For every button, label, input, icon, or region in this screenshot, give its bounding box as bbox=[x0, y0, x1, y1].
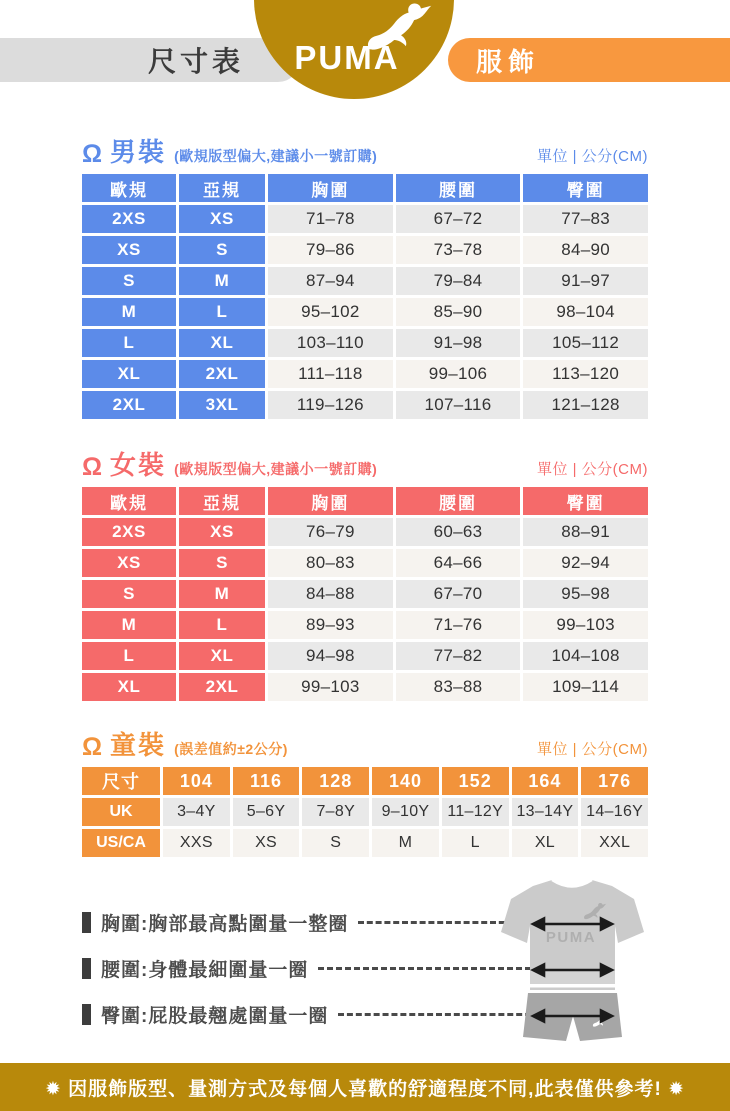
section-kids bbox=[82, 725, 648, 857]
table-value-cell: 79–84 bbox=[396, 267, 521, 295]
table-value-cell: 85–90 bbox=[396, 298, 521, 326]
outfit-measurement-illustration bbox=[497, 874, 657, 1050]
table-size-label-cell: M bbox=[179, 580, 265, 608]
size-chart-title: 尺寸表 bbox=[147, 46, 244, 77]
table-header-cell: 128 bbox=[302, 767, 369, 795]
table-header-cell: 胸圍 bbox=[268, 174, 393, 202]
table-size-label-cell: 2XS bbox=[82, 518, 176, 546]
table-value-cell: 64–66 bbox=[396, 549, 521, 577]
kids-size-table bbox=[82, 767, 648, 857]
puma-keyhole-icon: Ω bbox=[82, 140, 103, 168]
puma-keyhole-icon: Ω bbox=[82, 453, 103, 481]
table-value-cell: 67–72 bbox=[396, 205, 521, 233]
section-kids-title: 童裝 bbox=[110, 730, 167, 760]
table-value-cell: 109–114 bbox=[523, 673, 648, 701]
apparel-label: 服飾 bbox=[476, 46, 541, 77]
section-women-unit: 單位 | 公分(CM) bbox=[536, 461, 648, 478]
measurement-legend bbox=[82, 907, 540, 1029]
table-size-label-cell: L bbox=[82, 642, 176, 670]
section-men-unit: 單位 | 公分(CM) bbox=[536, 148, 648, 165]
header-right-tab bbox=[448, 38, 730, 82]
puma-keyhole-icon: Ω bbox=[82, 733, 103, 761]
table-size-label-cell: 2XS bbox=[82, 205, 176, 233]
table-size-label-cell: 2XL bbox=[82, 391, 176, 419]
legend-row-chest bbox=[82, 907, 540, 937]
table-value-cell: 77–83 bbox=[523, 205, 648, 233]
table-size-label-cell: XS bbox=[179, 518, 265, 546]
legend-hip-text: 臀圍:屁股最翹處圍量一圈 bbox=[101, 1005, 329, 1027]
table-size-label-cell: XL bbox=[82, 673, 176, 701]
table-header-cell: 104 bbox=[163, 767, 230, 795]
table-value-cell: 84–90 bbox=[523, 236, 648, 264]
table-value-cell: 91–98 bbox=[396, 329, 521, 357]
table-value-cell: 99–106 bbox=[396, 360, 521, 388]
table-value-cell: 3–4Y bbox=[163, 798, 230, 826]
table-value-cell: 98–104 bbox=[523, 298, 648, 326]
table-value-cell: 88–91 bbox=[523, 518, 648, 546]
section-women bbox=[82, 445, 648, 701]
men-size-table bbox=[82, 174, 648, 419]
table-value-cell: 13–14Y bbox=[512, 798, 579, 826]
section-men-heading bbox=[82, 132, 648, 168]
table-value-cell: 73–78 bbox=[396, 236, 521, 264]
section-women-title: 女裝 bbox=[110, 450, 167, 480]
puma-logo-badge bbox=[254, 0, 454, 99]
table-header-cell: 歐規 bbox=[82, 487, 176, 515]
table-value-cell: 80–83 bbox=[268, 549, 393, 577]
table-size-label-cell: US/CA bbox=[82, 829, 160, 857]
table-value-cell: 121–128 bbox=[523, 391, 648, 419]
table-value-cell: 14–16Y bbox=[581, 798, 648, 826]
table-size-label-cell: M bbox=[82, 611, 176, 639]
table-header-cell: 腰圍 bbox=[396, 487, 521, 515]
table-value-cell: 71–78 bbox=[268, 205, 393, 233]
table-header-cell: 腰圍 bbox=[396, 174, 521, 202]
table-value-cell: XXS bbox=[163, 829, 230, 857]
table-size-label-cell: M bbox=[82, 298, 176, 326]
header bbox=[0, 0, 730, 108]
table-size-label-cell: XS bbox=[82, 236, 176, 264]
table-value-cell: 77–82 bbox=[396, 642, 521, 670]
table-value-cell: 71–76 bbox=[396, 611, 521, 639]
table-value-cell: 7–8Y bbox=[302, 798, 369, 826]
table-size-label-cell: L bbox=[179, 298, 265, 326]
legend-row-waist bbox=[82, 953, 540, 983]
table-value-cell: 94–98 bbox=[268, 642, 393, 670]
legend-row-hip bbox=[82, 999, 540, 1029]
table-value-cell: 79–86 bbox=[268, 236, 393, 264]
table-size-label-cell: L bbox=[82, 329, 176, 357]
table-value-cell: 99–103 bbox=[523, 611, 648, 639]
table-value-cell: XL bbox=[512, 829, 579, 857]
section-kids-subtitle: (誤差值約±2公分) bbox=[174, 741, 288, 757]
table-value-cell: 91–97 bbox=[523, 267, 648, 295]
table-header-cell: 亞規 bbox=[179, 174, 265, 202]
table-value-cell: L bbox=[442, 829, 509, 857]
shirt-wordmark: PUMA bbox=[545, 929, 597, 946]
table-header-cell: 亞規 bbox=[179, 487, 265, 515]
table-value-cell: 89–93 bbox=[268, 611, 393, 639]
table-value-cell: 99–103 bbox=[268, 673, 393, 701]
legend-bar-icon bbox=[82, 1004, 91, 1025]
legend-bar-icon bbox=[82, 912, 91, 933]
table-header-cell: 臀圍 bbox=[523, 174, 648, 202]
table-header-cell: 胸圍 bbox=[268, 487, 393, 515]
table-size-label-cell: 3XL bbox=[179, 391, 265, 419]
table-size-label-cell: S bbox=[82, 580, 176, 608]
table-value-cell: M bbox=[372, 829, 439, 857]
table-value-cell: S bbox=[302, 829, 369, 857]
footer-note-text: ✹ 因服飾版型、量測方式及每個人喜歡的舒適程度不同,此表僅供參考! ✹ bbox=[44, 1078, 685, 1100]
section-women-heading bbox=[82, 445, 648, 481]
table-value-cell: 76–79 bbox=[268, 518, 393, 546]
table-size-label-cell: S bbox=[179, 549, 265, 577]
table-size-label-cell: XL bbox=[82, 360, 176, 388]
table-value-cell: 95–102 bbox=[268, 298, 393, 326]
table-value-cell: 84–88 bbox=[268, 580, 393, 608]
table-value-cell: 111–118 bbox=[268, 360, 393, 388]
table-value-cell: 104–108 bbox=[523, 642, 648, 670]
table-value-cell: 107–116 bbox=[396, 391, 521, 419]
table-size-label-cell: S bbox=[179, 236, 265, 264]
legend-bar-icon bbox=[82, 958, 91, 979]
legend-waist-text: 腰圍:身體最細圍量一圈 bbox=[101, 959, 309, 981]
table-header-cell: 152 bbox=[442, 767, 509, 795]
footer-note-bar bbox=[0, 1063, 730, 1111]
table-value-cell: 11–12Y bbox=[442, 798, 509, 826]
table-size-label-cell: XL bbox=[179, 329, 265, 357]
table-value-cell: 9–10Y bbox=[372, 798, 439, 826]
section-women-subtitle: (歐規版型偏大,建議小一號訂購) bbox=[174, 461, 378, 477]
table-value-cell: 105–112 bbox=[523, 329, 648, 357]
table-value-cell: 113–120 bbox=[523, 360, 648, 388]
table-value-cell: 87–94 bbox=[268, 267, 393, 295]
table-header-cell: 164 bbox=[512, 767, 579, 795]
table-size-label-cell: XS bbox=[179, 205, 265, 233]
section-men-title: 男裝 bbox=[110, 137, 167, 167]
table-header-cell: 176 bbox=[581, 767, 648, 795]
table-value-cell: 92–94 bbox=[523, 549, 648, 577]
table-value-cell: XXL bbox=[581, 829, 648, 857]
table-value-cell: 103–110 bbox=[268, 329, 393, 357]
section-kids-heading bbox=[82, 725, 648, 761]
table-size-label-cell: 2XL bbox=[179, 673, 265, 701]
table-value-cell: 67–70 bbox=[396, 580, 521, 608]
table-value-cell: 60–63 bbox=[396, 518, 521, 546]
table-header-cell: 臀圍 bbox=[523, 487, 648, 515]
section-men-subtitle: (歐規版型偏大,建議小一號訂購) bbox=[174, 148, 378, 164]
table-size-label-cell: XS bbox=[82, 549, 176, 577]
table-value-cell: XS bbox=[233, 829, 300, 857]
table-header-cell: 歐規 bbox=[82, 174, 176, 202]
table-value-cell: 5–6Y bbox=[233, 798, 300, 826]
women-size-table bbox=[82, 487, 648, 701]
table-size-label-cell: S bbox=[82, 267, 176, 295]
table-header-cell: 116 bbox=[233, 767, 300, 795]
table-value-cell: 95–98 bbox=[523, 580, 648, 608]
table-size-label-cell: UK bbox=[82, 798, 160, 826]
table-size-label-cell: XL bbox=[179, 642, 265, 670]
puma-wordmark: PUMA bbox=[294, 39, 400, 76]
table-size-label-cell: M bbox=[179, 267, 265, 295]
legend-chest-text: 胸圍:胸部最高點圍量一整圈 bbox=[101, 913, 349, 935]
table-header-cell: 140 bbox=[372, 767, 439, 795]
table-value-cell: 83–88 bbox=[396, 673, 521, 701]
section-men bbox=[82, 132, 648, 419]
table-size-label-cell: L bbox=[179, 611, 265, 639]
table-size-label-cell: 2XL bbox=[179, 360, 265, 388]
table-value-cell: 119–126 bbox=[268, 391, 393, 419]
section-kids-unit: 單位 | 公分(CM) bbox=[536, 741, 648, 758]
table-header-cell: 尺寸 bbox=[82, 767, 160, 795]
